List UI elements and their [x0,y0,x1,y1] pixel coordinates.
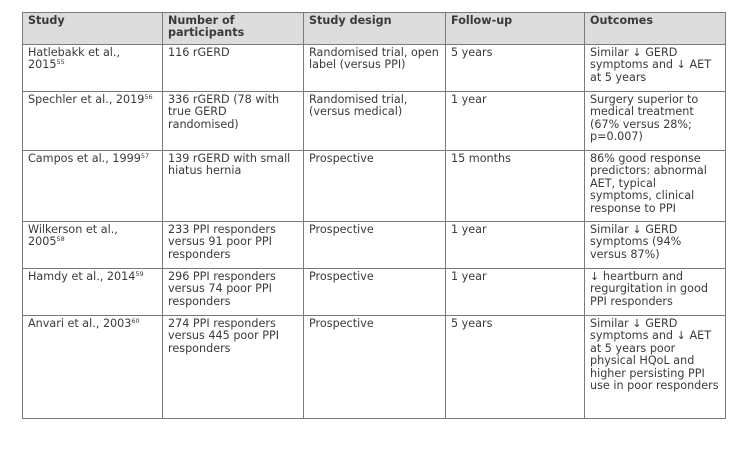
cell-participants: 336 rGERD (78 with true GERD randomised) [163,92,304,151]
cell-participants: 233 PPI responders versus 91 poor PPI responders [163,222,304,269]
cell-followup: 1 year [446,222,585,269]
studies-table [22,12,726,419]
study-name: Campos et al., 1999 [28,152,141,165]
cell-study [23,151,163,222]
cell-design: Randomised trial, (versus medical) [304,92,446,151]
reference-number: 55 [56,58,65,67]
cell-outcomes: Similar ↓ GERD symptoms (94% versus 87%) [585,222,726,269]
header-row [23,13,726,45]
cell-study [23,269,163,316]
cell-participants: 274 PPI responders versus 445 poor PPI responders [163,316,304,419]
header-outcomes: Outcomes [585,13,726,45]
cell-design: Prospective [304,222,446,269]
cell-outcomes: ↓ heartburn and regurgitation in good PPI responders [585,269,726,316]
table-row [23,316,726,419]
cell-participants: 296 PPI responders versus 74 poor PPI responders [163,269,304,316]
study-name: Anvari et al., 2003 [28,317,132,330]
cell-followup: 5 years [446,45,585,92]
cell-study [23,316,163,419]
reference-number: 60 [131,317,140,325]
header-study: Study [23,13,163,45]
table-row [23,222,726,269]
cell-design: Randomised trial, open label (versus PPI) [304,45,446,92]
table-row [23,45,726,92]
cell-outcomes: Surgery superior to medical treatment (67% versus 28%; p=0.007) [585,92,726,151]
cell-followup: 1 year [446,92,585,151]
study-name: Hatlebakk et al., 2015 [28,46,121,72]
header-participants: Number of participants [163,13,304,45]
cell-design: Prospective [304,316,446,419]
table-row [23,92,726,151]
cell-followup: 1 year [446,269,585,316]
study-name: Hamdy et al., 2014 [28,270,136,283]
reference-number: 59 [135,270,144,278]
reference-number: 56 [144,93,153,101]
cell-followup: 15 months [446,151,585,222]
study-name: Spechler et al., 2019 [28,93,145,106]
cell-outcomes: Similar ↓ GERD symptoms and ↓ AET at 5 years [585,45,726,92]
cell-followup: 5 years [446,316,585,419]
cell-study [23,92,163,151]
cell-design: Prospective [304,151,446,222]
table-row [23,151,726,222]
cell-study [23,222,163,269]
table-row [23,269,726,316]
cell-study [23,45,163,92]
cell-participants: 139 rGERD with small hiatus hernia [163,151,304,222]
cell-outcomes: Similar ↓ GERD symptoms and ↓ AET at 5 years poor physical HQoL and higher persisting PPI use in poor responders [585,316,726,419]
cell-design: Prospective [304,269,446,316]
study-name: Wilkerson et al., 2005 [28,223,118,249]
reference-number: 58 [56,235,65,244]
header-followup: Follow-up [446,13,585,45]
cell-participants: 116 rGERD [163,45,304,92]
reference-number: 57 [140,152,150,160]
cell-outcomes: 86% good response predictors: abnormal AET, typical symptoms, clinical response to PPI [585,151,726,222]
header-design: Study design [304,13,446,45]
